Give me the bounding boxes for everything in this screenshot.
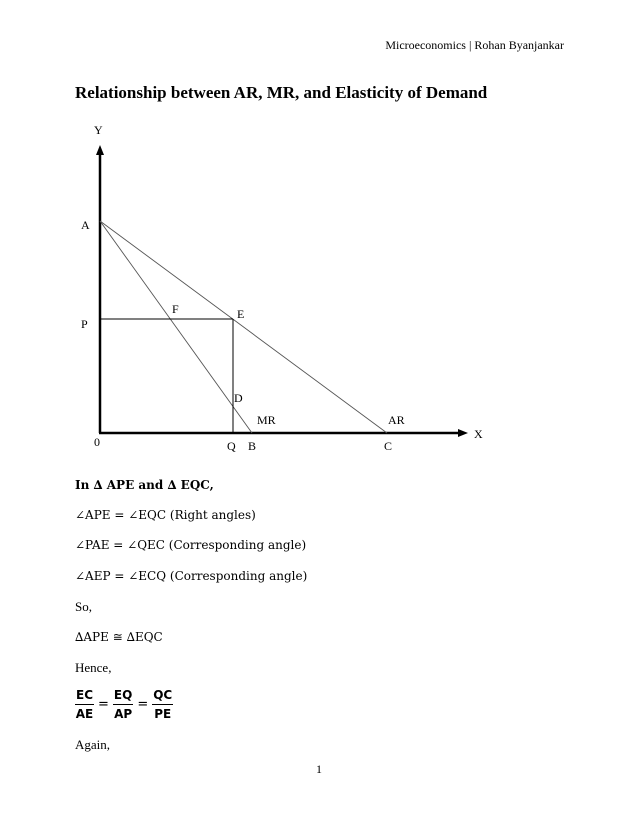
text-line-1: In ∆ APE and ∆ EQC, — [75, 478, 214, 492]
section-title: Relationship between AR, MR, and Elasticity of Demand — [75, 83, 488, 102]
fraction-qc-pe — [152, 688, 173, 721]
label-b: B — [248, 439, 257, 453]
label-x: X — [474, 427, 483, 441]
fraction-ec-ae — [75, 688, 94, 721]
fraction-denominator: AP — [114, 707, 133, 721]
fraction-numerator: EC — [75, 688, 94, 705]
label-e: E — [237, 307, 245, 321]
ar-line — [100, 221, 387, 433]
mr-line — [100, 221, 252, 433]
label-y: Y — [94, 123, 103, 137]
label-p: P — [81, 317, 88, 331]
fraction-numerator: EQ — [113, 688, 133, 705]
label-a: A — [81, 218, 90, 232]
label-c: C — [384, 439, 393, 453]
y-axis-arrow — [96, 145, 104, 155]
text-line-4: ∠AEP = ∠ECQ (Corresponding angle) — [75, 569, 308, 583]
label-d: D — [234, 391, 243, 405]
text-line-5: So, — [75, 599, 92, 614]
equals-sign: = — [98, 697, 109, 712]
ratio-equation — [75, 688, 173, 721]
label-q: Q — [227, 439, 236, 453]
text-line-7: Hence, — [75, 660, 112, 675]
page-number: 1 — [316, 762, 322, 776]
fraction-denominator: PE — [154, 707, 172, 721]
label-ar: AR — [388, 413, 405, 427]
text-line-3: ∠PAE = ∠QEC (Corresponding angle) — [75, 538, 307, 552]
fraction-eq-ap — [113, 688, 133, 721]
label-origin: 0 — [94, 435, 100, 449]
label-mr: MR — [257, 413, 276, 427]
x-axis-arrow — [458, 429, 468, 437]
text-line-8: Again, — [75, 737, 111, 752]
label-f: F — [172, 302, 179, 316]
page-header: Microeconomics | Rohan Byanjankar — [385, 38, 564, 52]
fraction-numerator: QC — [152, 688, 173, 705]
equals-sign: = — [137, 697, 149, 712]
fraction-denominator: AE — [75, 707, 94, 721]
text-line-2: ∠APE = ∠EQC (Right angles) — [75, 508, 256, 522]
text-line-6: ∆APE ≅ ∆EQC — [75, 630, 163, 644]
